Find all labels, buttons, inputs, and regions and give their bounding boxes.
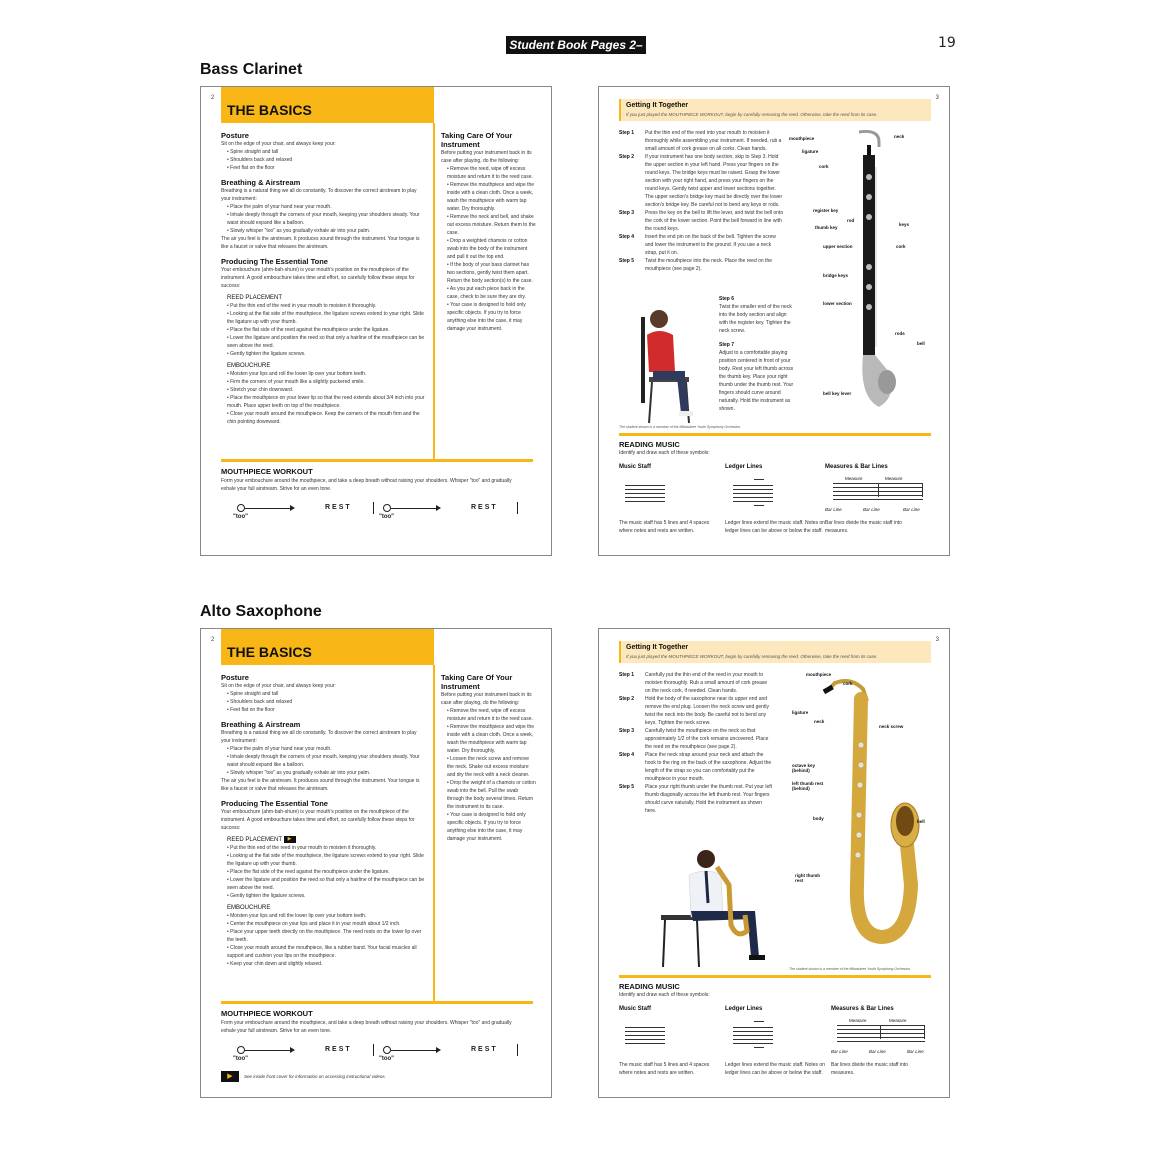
list-item: • Place the flat side of the reed against the mouthpiece under the ligature. <box>227 868 426 876</box>
posture-list <box>227 690 426 714</box>
label-cork: cork <box>819 164 829 169</box>
video-play-icon[interactable]: ▶ <box>284 836 296 843</box>
list-item: • Looking at the flat side of the mouthpiece, the ligature screws extend to your right. Slide the ligature up with your thumb. <box>227 852 426 868</box>
music-staff-drawing <box>625 485 665 505</box>
getting-it-together-sub: If you just played the MOUTHPIECE WORKOUT, begin by carefully removing the reed. Otherwise, take the reed from its case. <box>626 654 878 659</box>
reading-music-heading: READING MUSIC <box>619 982 680 991</box>
embouchure-heading: EMBOUCHURE <box>227 363 271 369</box>
barline-label: Bar Line <box>903 507 920 512</box>
basics-banner <box>221 629 434 665</box>
list-item: • Center the mouthpiece on your lips and place it in your mouth about 1/2 inch. <box>227 920 426 928</box>
label-ligature: ligature <box>802 149 819 154</box>
list-item: • Inhale deeply through the corners of your mouth, keeping your shoulders steady. Your waist should expand like a balloon. <box>227 753 426 769</box>
tone-heading: Producing The Essential Tone <box>221 257 328 266</box>
care-intro: Before putting your instrument back in its case after playing, do the following: <box>441 150 532 164</box>
list-item: • Moisten your lips and roll the lower lip over your bottom teeth. <box>227 912 426 920</box>
list-item: • Remove the reed, wipe off excess moisture and return it to the reed case. <box>447 165 536 181</box>
bar-line <box>878 483 879 497</box>
list-item: • Drop a weighted chamois or cotton swab into the body of the instrument and pull it out the top end. <box>447 237 536 261</box>
breathing-intro: Breathing is a natural thing we all do constantly. To discover the correct airstream to play your instrument: <box>221 188 417 202</box>
label-rod: rod <box>847 218 855 223</box>
list-item: • Stretch your chin downward. <box>227 386 426 394</box>
too-label: "too" <box>233 1056 249 1062</box>
bass-clarinet-page-2 <box>200 86 552 556</box>
label-cork: cork <box>843 681 853 686</box>
step-4: Step 4 Insert the end pin on the back of the bell. Tighten the screw and lower the instrument to the ground. If you use a neck strap, put it on. <box>619 234 776 256</box>
list-item: • Shoulders back and relaxed <box>227 698 426 706</box>
list-item: • Keep your chin down and slightly relaxed. <box>227 960 426 968</box>
too-label: "too" <box>233 514 249 520</box>
care-intro: Before putting your instrument back in its case after playing, do the following: <box>441 692 532 706</box>
label-rods: rods <box>895 331 905 336</box>
arrow-right-icon <box>436 1047 441 1053</box>
posture-heading: Posture <box>221 131 249 140</box>
list-item: • Place the flat side of the reed against the mouthpiece under the ligature. <box>227 326 426 334</box>
list-item: • Gently tighten the ligature screws. <box>227 892 426 900</box>
measures-title: Measures & Bar Lines <box>825 464 888 470</box>
posture-intro: Sit on the edge of your chair, and always keep your: <box>221 141 336 147</box>
list-item: • Place your upper teeth directly on the mouthpiece. The reed rests on the lower lip over the teeth. <box>227 928 426 944</box>
label-neck: neck <box>814 719 825 724</box>
list-item: • Drop the weight of a chamois or cotton swab into the bell. Pull the swab through the body several times. Return the instrument to its case. <box>447 779 536 811</box>
label-cork-2: cork <box>896 244 906 249</box>
alto-saxophone-diagram <box>821 675 921 965</box>
student-book-pages-tag: Student Book Pages 2–3 <box>506 36 646 54</box>
embouchure-heading: EMBOUCHURE <box>227 905 271 912</box>
arrow-right-icon <box>436 505 441 511</box>
ledger-line <box>754 505 764 506</box>
barline-label: Bar Line <box>907 1049 924 1054</box>
step-3: Step 3 Carefully twist the mouthpiece on the neck so that approximately 1/2 of the cork remains uncovered. Place the reed on the mouthpiece (see page 2). <box>619 728 769 750</box>
section-title-alto-saxophone: Alto Saxophone <box>200 603 322 620</box>
reading-music-rule <box>619 433 931 436</box>
breathing-heading: Breathing & Airstream <box>221 178 301 187</box>
step-4: Step 4 Place the neck strap around your neck and attach the hook to the ring on the back of the saxophone. Adjust the length of the strap so you can comfortably put the mouthpiece in your mouth. <box>619 752 772 782</box>
step-7: Step 7 Adjust to a comfortable playing position centered in front of your body. Rest your left thumb across the thumb key. Place your right thumb under the thumb rest. Your fingers should curve around naturally. Hold the instrument as shown. <box>719 342 794 412</box>
care-column <box>441 673 536 993</box>
list-item: • Remove the mouthpiece and wipe the inside with a clean cloth. Once a week, wash the mouthpiece with warm tap water. Dry thoroughly. <box>447 723 536 755</box>
measure-label: Measure <box>845 476 863 481</box>
list-item: • Loosen the neck screw and remove the neck. Shake out excess moisture and dry the neck with a neck cleaner. <box>447 755 536 779</box>
ledger-lines-desc: Ledger lines extend the music staff. Notes on ledger lines can be above or below the staff. <box>725 1062 825 1076</box>
music-staff-desc: The music staff has 5 lines and 4 spaces where notes and rests are written. <box>619 520 710 534</box>
barline-label: Bar Line <box>869 1049 886 1054</box>
list-item: • Looking at the flat side of the mouthpiece, the ligature screws extend to your right. Slide the ligature up with your thumb. <box>227 310 426 326</box>
getting-it-together-sub: If you just played the MOUTHPIECE WORKOUT, begin by carefully removing the reed. Otherwise, take the reed from its case. <box>626 112 878 117</box>
photo-credit: The student shown is a member of the Milwaukee Youth Symphony Orchestra. <box>619 425 741 429</box>
list-item: • Put the thin end of the reed in your mouth to moisten it thoroughly. <box>227 844 426 852</box>
ledger-line <box>754 1047 764 1048</box>
tone-intro: Your embouchure (ahm-bah-shure) is your mouth's position on the mouthpiece of the instrument. A good embouchure takes time and effort, so carefully follow these steps for success: <box>221 267 415 289</box>
measure-label: Measure <box>849 1018 867 1023</box>
list-item: • Moisten your lips and roll the lower lip over your bottom teeth. <box>227 370 426 378</box>
label-left-thumb-rest: left thumb rest (behind) <box>792 781 824 791</box>
arrow-line <box>245 1050 291 1051</box>
step-6: Step 6 Twist the smaller end of the neck into the body section and align with the register key. Tighten the neck screw. <box>719 296 792 334</box>
rest-label: REST <box>471 504 498 511</box>
reed-list <box>227 302 426 358</box>
barline-label: Bar Line <box>863 507 880 512</box>
embouchure-list <box>227 912 426 968</box>
arrow-right-icon <box>290 505 295 511</box>
step-5: Step 5 Twist the mouthpiece into the neck. Place the reed on the mouthpiece (see page 2). <box>619 258 773 272</box>
breath-circle-icon <box>383 1046 391 1054</box>
step-2: Step 2 If your instrument has one body section, skip to Step 3. Hold the upper section in your left hand. Press your fingers on the round keys. The bridge keys must be raised. Grasp the lower section with your right hand, and press your fingers on the round keys. Gently twist upper and lower sections together. The upper section's bridge key must be directly over the lower section's bridge key. Be careful not to bend any keys or rods. <box>619 154 783 208</box>
getting-it-together-title: Getting It Together <box>626 102 689 109</box>
barline-label: Bar Line <box>825 507 842 512</box>
column-divider <box>433 665 435 1002</box>
rest-label: REST <box>325 504 352 511</box>
ledger-lines-title: Ledger Lines <box>725 1006 763 1012</box>
posture-list <box>227 148 426 172</box>
breath-circle-icon <box>237 504 245 512</box>
label-upper-section: upper section <box>823 244 853 249</box>
ledger-line <box>754 479 764 480</box>
label-keys: keys <box>899 222 910 227</box>
label-ligature: ligature <box>792 710 809 715</box>
measure-label: Measure <box>885 476 903 481</box>
music-staff-title: Music Staff <box>619 1006 652 1012</box>
measure-label: Measure <box>889 1018 907 1023</box>
list-item: • Spine straight and tall <box>227 690 426 698</box>
bar-line <box>924 1025 925 1039</box>
getting-it-together-banner <box>619 641 931 663</box>
list-item: • Place the mouthpiece on your lower lip so that the reed extends about 3/4 inch into your mouth. Place upper teeth on top of the mouthpiece. <box>227 394 426 410</box>
list-item: • Inhale deeply through the corners of your mouth, keeping your shoulders steady. Your waist should expand like a balloon. <box>227 211 426 227</box>
list-item: • Lower the ligature and position the reed so that only a hairline of the mouthpiece can be seen above the reed. <box>227 334 426 350</box>
assembly-steps <box>619 671 774 815</box>
assembly-steps <box>619 129 784 273</box>
too-label: "too" <box>379 1056 395 1062</box>
measures-desc: Bar lines divide the music staff into measures. <box>831 1062 908 1076</box>
breathing-heading: Breathing & Airstream <box>221 720 301 729</box>
basics-left-column <box>221 131 426 451</box>
workout-rule <box>221 459 533 462</box>
step-3: Step 3 Press the key on the bell to lift the lever, and twist the bell onto the cork of the lower section. Point the bell forward in line with the round keys. <box>619 210 784 232</box>
workout-text: Form your embouchure around the mouthpiece, and take a deep breath without raising your shoulders. Whisper "too" and gradually exhale your full airstream. Strive for an even tone. <box>221 478 512 492</box>
breathing-outro: The air you feel is the airstream. It produces sound through the instrument. Your tongue is like a faucet or valve that releases the airstream. <box>221 778 420 792</box>
label-neck-screw: neck screw <box>879 724 904 729</box>
breathing-intro: Breathing is a natural thing we all do constantly. To discover the correct airstream to play your instrument: <box>221 730 417 744</box>
list-item: • As you put each piece back in the case, check to be sure they are dry. <box>447 285 536 301</box>
list-item: • Lower the ligature and position the reed so that only a hairline of the mouthpiece can be seen above the reed. <box>227 876 426 892</box>
embouchure-list <box>227 370 426 426</box>
step-1: Step 1 Put the thin end of the reed into your mouth to moisten it thoroughly while assembling your instrument. If needed, rub a small amount of cork grease on all corks. Clean hands. <box>619 130 782 152</box>
list-item: • Place the palm of your hand near your mouth. <box>227 203 426 211</box>
reed-placement-heading: REED PLACEMENT <box>227 295 283 301</box>
tone-intro: Your embouchure (ahm-bah-shure) is your mouth's position on the mouthpiece of the instrument. A good embouchure takes time and effort, so carefully follow these steps for success: <box>221 809 415 831</box>
photo-credit: The student shown is a member of the Milwaukee Youth Symphony Orchestra. <box>789 967 911 971</box>
list-item: • Remove the reed, wipe off excess moisture and return it to the reed case. <box>447 707 536 723</box>
label-bell: bell <box>917 341 925 346</box>
bar-line <box>922 483 923 497</box>
reading-music-sub: Identify and draw each of these symbols: <box>619 992 710 998</box>
basics-banner <box>221 87 434 123</box>
step-1: Step 1 Carefully put the thin end of the reed in your mouth to moisten thoroughly. Rub a small amount of cork grease on the neck cork, if needed. Clean hands. <box>619 672 768 694</box>
basics-left-column <box>221 673 426 993</box>
video-note: See inside front cover for information on accessing instructional videos. <box>244 1074 386 1079</box>
label-bell: bell <box>917 819 925 824</box>
basics-title: THE BASICS <box>227 644 312 660</box>
arrow-right-icon <box>290 1047 295 1053</box>
list-item: • Close your mouth around the mouthpiece, like a rubber band. Your facial muscles all support and cushion your lips on the mouthpiece. <box>227 944 426 960</box>
bass-clarinet-page-3 <box>598 86 950 556</box>
step-2: Step 2 Hold the body of the saxophone near its upper end and remove the end plug. Loosen the neck screw and gently twist the neck into the body. Be careful not to bend any keys. Tighten the neck screw. <box>619 696 769 726</box>
ledger-lines-drawing <box>733 1027 773 1047</box>
arrow-line <box>391 1050 437 1051</box>
video-play-icon[interactable]: ▶ <box>221 1071 239 1082</box>
posture-heading: Posture <box>221 673 249 682</box>
arrow-line <box>391 508 437 509</box>
ledger-lines-title: Ledger Lines <box>725 464 763 470</box>
label-right-thumb-rest: right thumb rest <box>795 873 820 883</box>
step-5: Step 5 Place your right thumb under the thumb rest. Put your left thumb diagonally across the left thumb rest. Your fingers should curve naturally. Hold the instrument as shown here. <box>619 784 773 814</box>
list-item: • Put the thin end of the reed in your mouth to moisten it thoroughly. <box>227 302 426 310</box>
measures-drawing <box>837 1025 925 1045</box>
list-item: • Remove the mouthpiece and wipe the inside with a clean cloth. Once a week, wash the mouthpiece with warm tap water. Dry thoroughly. <box>447 181 536 213</box>
alto-sax-page-2 <box>200 628 552 1098</box>
label-octave-key: octave key (behind) <box>792 763 816 773</box>
care-heading: Taking Care Of Your Instrument <box>441 131 513 149</box>
label-neck: neck <box>894 134 905 139</box>
breath-circle-icon <box>383 504 391 512</box>
workout-heading: MOUTHPIECE WORKOUT <box>221 1009 313 1018</box>
breathing-outro: The air you feel is the airstream. It produces sound through the instrument. Your tongue is like a faucet or valve that releases the airstream. <box>221 236 420 250</box>
music-staff-desc: The music staff has 5 lines and 4 spaces where notes and rests are written. <box>619 1062 710 1076</box>
label-bell-key-lever: bell key lever <box>823 391 852 396</box>
tone-heading: Producing The Essential Tone <box>221 799 328 808</box>
bar-line <box>880 1025 881 1039</box>
care-heading: Taking Care Of Your Instrument <box>441 673 513 691</box>
measures-title: Measures & Bar Lines <box>831 1006 894 1012</box>
reading-music-heading: READING MUSIC <box>619 440 680 449</box>
list-item: • Feet flat on the floor <box>227 706 426 714</box>
workout-text: Form your embouchure around the mouthpiece, and take a deep breath without raising your shoulders. Whisper "too" and gradually exhale your full airstream. Strive for an even tone. <box>221 1020 512 1034</box>
ledger-line <box>754 1021 764 1022</box>
breath-circle-icon <box>237 1046 245 1054</box>
student-saxophone-photo <box>651 845 776 970</box>
barline-label: Bar Line <box>831 1049 848 1054</box>
page-number: 19 <box>938 35 956 51</box>
list-item: • Gently tighten the ligature screws. <box>227 350 426 358</box>
workout-rule <box>221 1001 533 1004</box>
label-mouthpiece: mouthpiece <box>806 672 832 677</box>
care-column <box>441 131 536 451</box>
label-thumb-key: thumb key <box>815 225 838 230</box>
measures-desc: Bar lines divide the music staff into measures. <box>825 520 902 534</box>
getting-it-together-banner <box>619 99 931 121</box>
list-item: • Shoulders back and relaxed <box>227 156 426 164</box>
student-clarinet-photo <box>619 297 719 425</box>
bar-line <box>373 502 374 514</box>
alto-sax-page-3 <box>598 628 950 1098</box>
rest-label: REST <box>325 1046 352 1053</box>
reed-list <box>227 844 426 900</box>
ledger-lines-desc: Ledger lines extend the music staff. Notes on ledger lines can be above or below the staff. <box>725 520 825 534</box>
list-item: • Firm the corners of your mouth like a slightly puckered smile. <box>227 378 426 386</box>
bar-line <box>373 1044 374 1056</box>
list-item: • Slowly whisper "too" as you gradually exhale air into your palm. <box>227 769 426 777</box>
workout-heading: MOUTHPIECE WORKOUT <box>221 467 313 476</box>
breathing-list <box>227 203 426 235</box>
basics-title: THE BASICS <box>227 102 312 118</box>
getting-it-together-title: Getting It Together <box>626 644 689 651</box>
breathing-list <box>227 745 426 777</box>
posture-intro: Sit on the edge of your chair, and always keep your: <box>221 683 336 689</box>
list-item: • If the body of your bass clarinet has two sections, gently twist them apart. Return the body section(s) to the case. <box>447 261 536 285</box>
label-register-key: register key <box>813 208 839 213</box>
section-title-bass-clarinet: Bass Clarinet <box>200 61 303 78</box>
page-number-right: 3 <box>935 637 939 643</box>
music-staff-drawing <box>625 1027 665 1047</box>
reading-music-sub: Identify and draw each of these symbols: <box>619 450 710 456</box>
reading-music-rule <box>619 975 931 978</box>
list-item: • Slowly whisper "too" as you gradually exhale air into your palm. <box>227 227 426 235</box>
care-list <box>447 707 536 843</box>
label-mouthpiece: mouthpiece <box>789 136 815 141</box>
bass-clarinet-diagram <box>849 127 899 427</box>
list-item: • Place the palm of your hand near your mouth. <box>227 745 426 753</box>
care-list <box>447 165 536 333</box>
music-staff-title: Music Staff <box>619 464 652 470</box>
label-bridge-keys: bridge keys <box>823 273 849 278</box>
page-number-left: 2 <box>211 95 215 101</box>
list-item: • Close your mouth around the mouthpiece. Keep the corners of the mouth firm and the chin pointing downward. <box>227 410 426 426</box>
too-label: "too" <box>379 514 395 520</box>
list-item: • Remove the neck and bell, and shake out excess moisture. Return them to the case. <box>447 213 536 237</box>
rest-label: REST <box>471 1046 498 1053</box>
reed-placement-heading: REED PLACEMENT ▶ <box>227 836 426 844</box>
label-lower-section: lower section <box>823 301 852 306</box>
list-item: • Your case is designed to hold only specific objects. If you try to force anything else into the case, it may damage your instrument. <box>447 811 536 843</box>
ledger-lines-drawing <box>733 485 773 505</box>
arrow-line <box>245 508 291 509</box>
bar-line <box>517 1044 518 1056</box>
page-number-left: 2 <box>211 637 215 643</box>
bar-line <box>517 502 518 514</box>
label-body: body <box>813 816 824 821</box>
list-item: • Spine straight and tall <box>227 148 426 156</box>
column-divider <box>433 123 435 460</box>
list-item: • Feet flat on the floor <box>227 164 426 172</box>
list-item: • Your case is designed to hold only specific objects. If you try to force anything else into the case, it may damage your instrument. <box>447 301 536 333</box>
page-number-right: 3 <box>935 95 939 101</box>
